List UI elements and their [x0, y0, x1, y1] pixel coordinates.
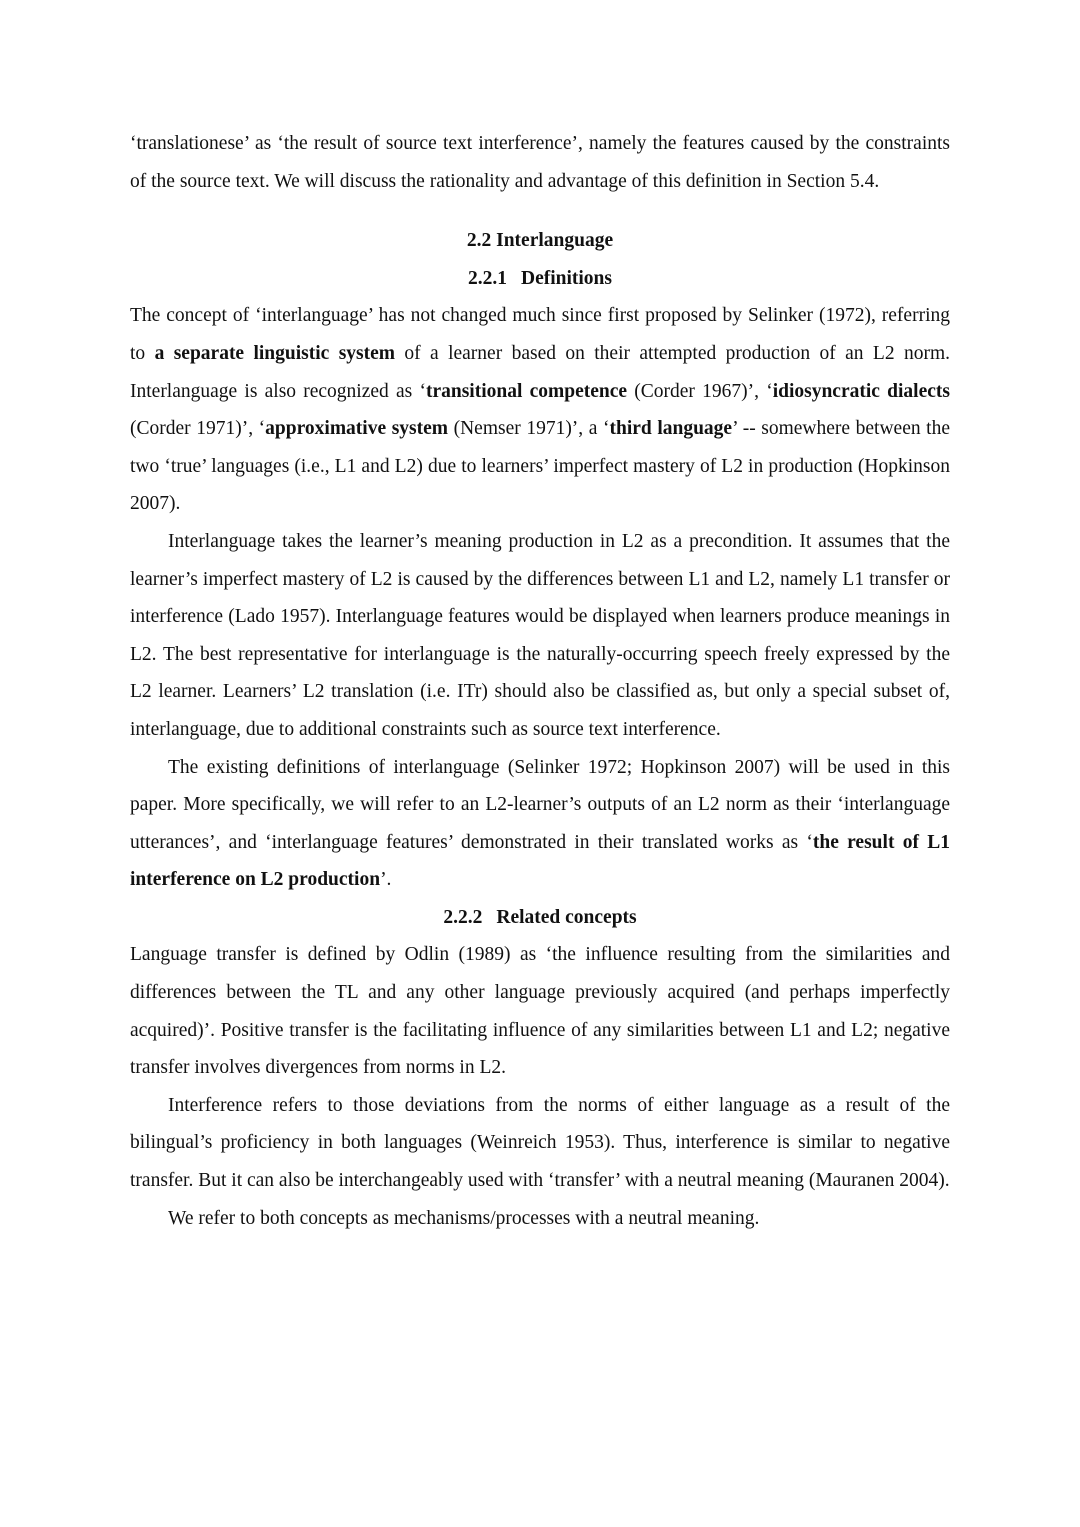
bold-term: a separate linguistic system [154, 342, 396, 364]
paragraph-both-concepts: We refer to both concepts as mechanisms/processes with a neutral meaning. [168, 1207, 760, 1229]
subsection-heading-related-concepts [130, 899, 950, 937]
bold-term: transitional competence [425, 380, 628, 402]
bold-term: the result of L1 interference on L2 production [130, 831, 950, 891]
paragraph-translationese: ‘translationese’ as ‘the result of source text interference’, namely the features caused by the constraints of the source text. We will discuss the rationality and advantage of this definition in Section 5.4. [130, 133, 950, 192]
bold-term: idiosyncratic dialects [772, 380, 950, 402]
subsection-heading-definitions [130, 260, 950, 298]
paragraph-interference: Interference refers to those deviations from the norms of either language as a result of the bilingual’s proficiency in both languages (Weinreich 1953). Thus, interference is similar to negative transfer. But it can also be interchangeably used with ‘transfer’ with a neutral meaning (Mauranen 2004). [130, 1094, 950, 1192]
paragraph-interlanguage-precondition: Interlanguage takes the learner’s meaning production in L2 as a precondition. It assumes that the learner’s imperfect mastery of L2 is caused by the differences between L1 and L2, namely L1 transfer or interference (Lado 1957). Interlanguage features would be displayed when learners produce meanings in L2. The best representative for interlanguage is the naturally-occurring speech freely expressed by the L2 learner. Learners’ L2 translation (i.e. ITr) should also be classified as, but only a special subset of, interlanguage, due to additional constraints such as source text interference. [130, 530, 950, 740]
subsection-title: Related concepts [496, 906, 637, 928]
paragraph-interlanguage-concept: The concept of ‘interlanguage’ has not changed much since first proposed by Selinker (1972), referring to a separate linguistic system of a learner based on their attempted production of an L2 norm. Interlanguage is also recognized as ‘transitional competence (Corder 1967)’, ‘idiosyncratic dialects (Corder 1971)’, ‘approximative system (Nemser 1971)’, a ‘third language’ -- somewhere between the two ‘true’ languages (i.e., L1 and L2) due to learners’ imperfect mastery of L2 in production (Hopkinson 2007). [130, 305, 951, 515]
subsection-number: 2.2.2 [443, 906, 483, 928]
bold-term: approximative system [265, 418, 449, 440]
bold-term: third language [609, 418, 733, 440]
subsection-number: 2.2.1 [467, 267, 507, 289]
document-page [130, 125, 950, 1237]
paragraph-existing-definitions: The existing definitions of interlanguage (Selinker 1972; Hopkinson 2007) will be used in this paper. More specifically, we will refer to an L2-learner’s outputs of an L2 norm as their ‘interlanguage utterances’, and ‘interlanguage features’ demonstrated in their translated works as ‘the result of L1 interference on L2 production’. [130, 756, 950, 891]
paragraph-language-transfer: Language transfer is defined by Odlin (1989) as ‘the influence resulting from the similarities and differences between the TL and any other language previously acquired (and perhaps imperfectly acquired)’. Positive transfer is the facilitating influence of any similarities between L1 and L2; negative transfer involves divergences from norms in L2. [130, 944, 950, 1079]
section-heading-interlanguage: 2.2 Interlanguage [466, 230, 614, 252]
subsection-title: Definitions [520, 267, 612, 289]
